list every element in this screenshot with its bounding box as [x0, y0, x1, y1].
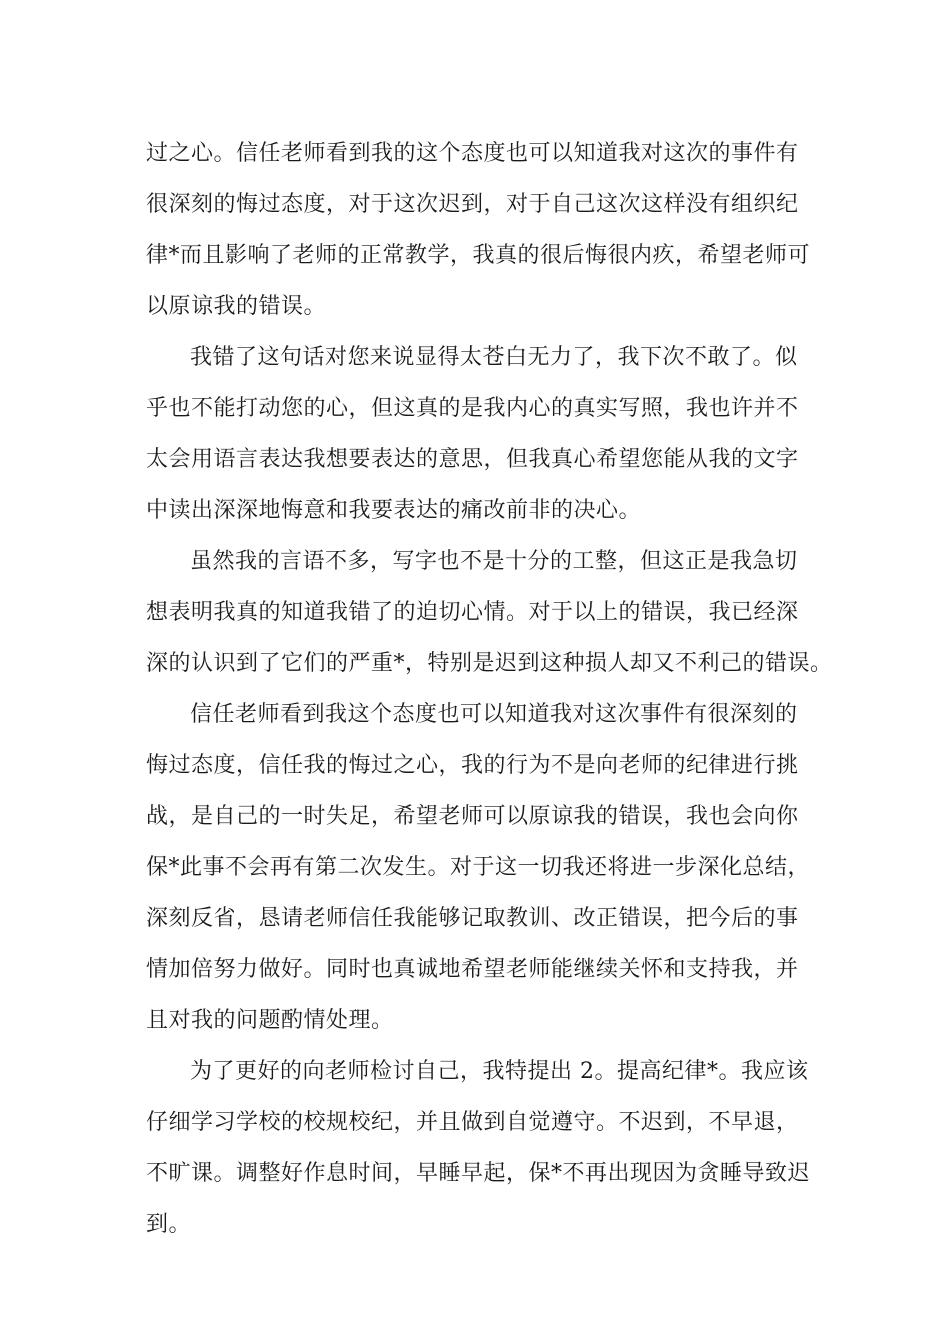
text-line: 想表明我真的知道我错了的迫切心情。对于以上的错误，我已经深	[146, 600, 799, 625]
text-line: 战，是自己的一时失足，希望老师可以原谅我的错误，我也会向你	[146, 804, 799, 829]
text-line: 深刻反省，恳请老师信任我能够记取教训、改正错误，把今后的事	[146, 906, 799, 931]
text-line: 到。	[146, 1212, 192, 1237]
text-line: 悔过态度，信任我的悔过之心，我的行为不是向老师的纪律进行挑	[146, 753, 799, 778]
text-line: 太会用语言表达我想要表达的意思，但我真心希望您能从我的文字	[146, 447, 799, 472]
text-line: 保*此事不会再有第二次发生。对于这一切我还将进一步深化总结，	[146, 855, 811, 880]
text-line: 不旷课。调整好作息时间，早睡早起，保*不再出现因为贪睡导致迟	[146, 1161, 811, 1186]
text-line: 乎也不能打动您的心，但这真的是我内心的真实写照，我也许并不	[146, 396, 799, 421]
text-line: 虽然我的言语不多，写字也不是十分的工整，但这正是我急切	[190, 549, 798, 574]
text-line: 中读出深深地悔意和我要表达的痛改前非的决心。	[146, 498, 642, 523]
text-line: 情加倍努力做好。同时也真诚地希望老师能继续关怀和支持我，并	[146, 957, 799, 982]
text-line: 我错了这句话对您来说显得太苍白无力了，我下次不敢了。似	[190, 345, 798, 370]
text-line: 深的认识到了它们的严重*，特别是迟到这种损人却又不利己的错误。	[146, 651, 833, 676]
text-line: 仔细学习学校的校规校纪，并且做到自觉遵守。不迟到，不早退，	[146, 1110, 799, 1135]
text-line: 信任老师看到我这个态度也可以知道我对这次事件有很深刻的	[190, 702, 798, 727]
text-line: 过之心。信任老师看到我的这个态度也可以知道我对这次的事件有	[146, 141, 799, 166]
text-line: 律*而且影响了老师的正常教学，我真的很后悔很内疚，希望老师可	[146, 243, 811, 268]
text-line: 以原谅我的错误。	[146, 294, 327, 319]
text-line: 为了更好的向老师检讨自己，我特提出 2。提高纪律*。我应该	[190, 1059, 809, 1084]
text-line: 很深刻的悔过态度，对于这次迟到，对于自己这次这样没有组织纪	[146, 192, 799, 217]
document-body	[146, 128, 833, 1250]
text-line: 且对我的问题酌情处理。	[146, 1008, 394, 1033]
